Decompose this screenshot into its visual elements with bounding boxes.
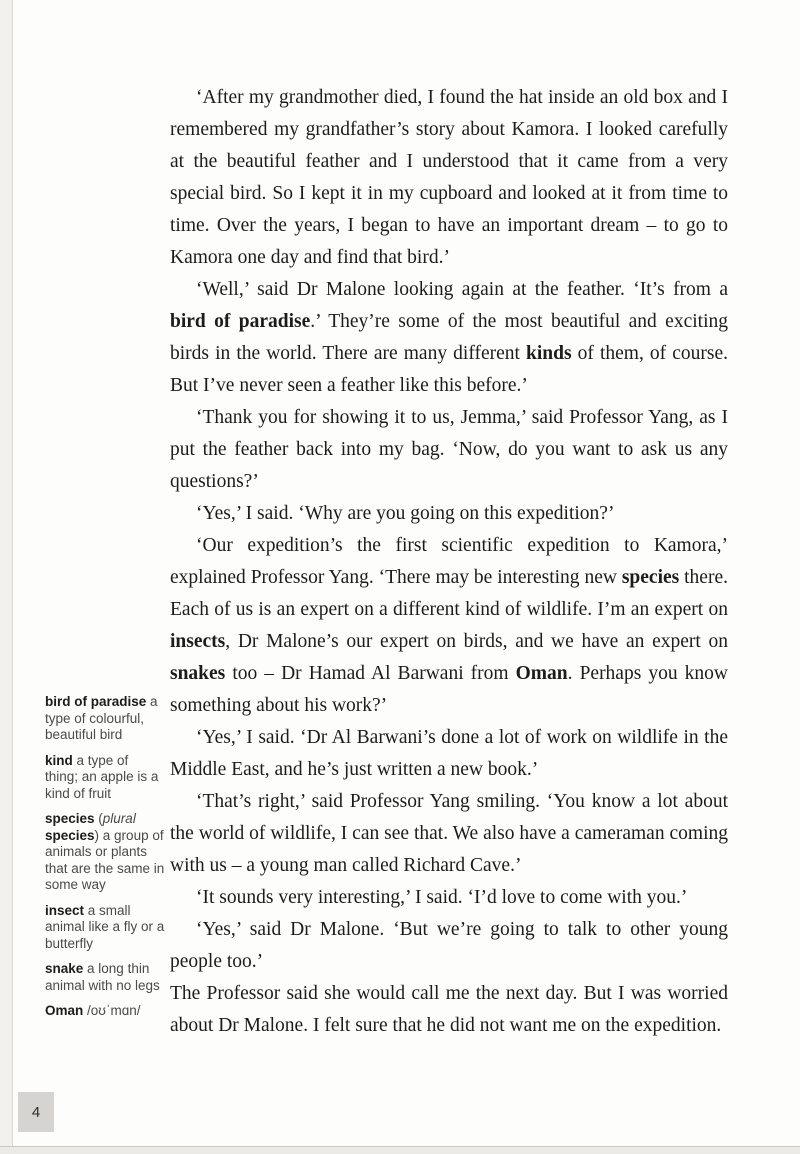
glossary-entry (45, 694, 165, 744)
text-segment: a type of thing; an apple is a kind of fruit (45, 752, 159, 801)
text-segment: , Dr Malone’s our expert on birds, and we have an expert on (225, 631, 728, 652)
text-segment: a long thin animal with no legs (45, 961, 160, 993)
text-segment: . Perhaps you know something about his work?’ (170, 663, 728, 716)
story-paragraph (170, 274, 728, 402)
bold-term: snake (45, 961, 84, 976)
story-paragraph (170, 914, 728, 978)
text-segment: too – Dr Hamad Al Barwani from (225, 663, 516, 684)
bold-term: kinds (526, 343, 572, 364)
glossary-entry (45, 903, 165, 953)
text-segment: ‘Our expedition’s the first scientific expedition to Kamora,’ explained Professor Yang. ‘There may be interesting new (170, 535, 728, 588)
text-segment: ‘Yes,’ said Dr Malone. ‘But we’re going to talk to other young people too.’ (170, 919, 728, 972)
text-segment: ‘After my grandmother died, I found the hat inside an old box and I remembered my grandfather’s story about Kamora. I looked carefully at the beautiful feather and I understood that it came from a very special bird. So I kept it in my cupboard and looked at it from time to time. Over the years, I began to have an important dream – to go to Kamora one day and find that bird.’ (170, 87, 728, 268)
text-segment: .’ They’re some of the most beautiful and exciting birds in the world. There are many different (170, 311, 728, 364)
story-paragraph (170, 498, 728, 530)
text-segment: /oʊˈmɑn/ (83, 1003, 141, 1018)
bold-term: species (45, 811, 95, 826)
text-segment: ‘It sounds very interesting,’ I said. ‘I’d love to come with you.’ (196, 887, 688, 908)
bold-term: Oman (45, 1003, 84, 1018)
text-segment: ‘Yes,’ I said. ‘Dr Al Barwani’s done a lot of work on wildlife in the Middle East, and he’s just written a new book.’ (170, 727, 728, 780)
glossary-entry (45, 961, 165, 994)
text-segment: ) a group of animals or plants that are the same in some way (45, 827, 165, 892)
page-edge-bottom (0, 1146, 800, 1154)
story-paragraph (170, 882, 728, 914)
page-edge-left (0, 0, 13, 1146)
bold-term: Oman (515, 663, 568, 684)
story-paragraph (170, 722, 728, 786)
story-text (170, 82, 728, 1042)
bold-term: kind (45, 752, 73, 768)
bold-term: insects (170, 631, 226, 652)
glossary-entry (45, 753, 165, 803)
italic-text: plural (102, 811, 136, 826)
bold-term: snakes (170, 663, 226, 684)
text-segment: ‘Yes,’ I said. ‘Why are you going on this expedition?’ (196, 503, 615, 524)
glossary-entry (45, 1003, 165, 1020)
story-paragraph (170, 530, 728, 722)
bold-term: insect (45, 902, 85, 918)
glossary-entry (45, 811, 165, 894)
text-segment: there. Each of us is an expert on a different kind of wildlife. I’m an expert on (170, 567, 728, 620)
text-segment: The Professor said she would call me the next day. But I was worried about Dr Malone. I felt sure that he did not want me on the expedition. (170, 983, 728, 1036)
story-paragraph (170, 82, 728, 274)
glossary (45, 694, 165, 1029)
story-paragraph (170, 786, 728, 882)
story-paragraph (170, 402, 728, 498)
bold-term: bird of paradise (170, 311, 311, 332)
bold-term: species (45, 827, 95, 843)
text-segment: ‘Well,’ said Dr Malone looking again at the feather. ‘It’s from a (196, 279, 728, 300)
text-segment: a type of colourful, beautiful bird (45, 694, 158, 742)
bold-term: species (621, 567, 680, 588)
text-segment: of them, of course. But I’ve never seen a feather like this before.’ (170, 343, 729, 396)
text-segment: ‘That’s right,’ said Professor Yang smiling. ‘You know a lot about the world of wildlife, I can see that. We also have a cameraman coming with us – a young man called Richard Cave.’ (170, 791, 728, 876)
text-segment: ( (94, 811, 103, 826)
story-paragraph (170, 978, 728, 1042)
bold-term: bird of paradise (45, 694, 147, 709)
page-number (18, 1092, 54, 1132)
text-segment: a small animal like a fly or a butterfly (45, 902, 165, 951)
page-number-label: 4 (31, 1103, 41, 1121)
text-segment: ‘Thank you for showing it to us, Jemma,’ said Professor Yang, as I put the feather back into my bag. ‘Now, do you want to ask us any questions?’ (170, 407, 728, 492)
